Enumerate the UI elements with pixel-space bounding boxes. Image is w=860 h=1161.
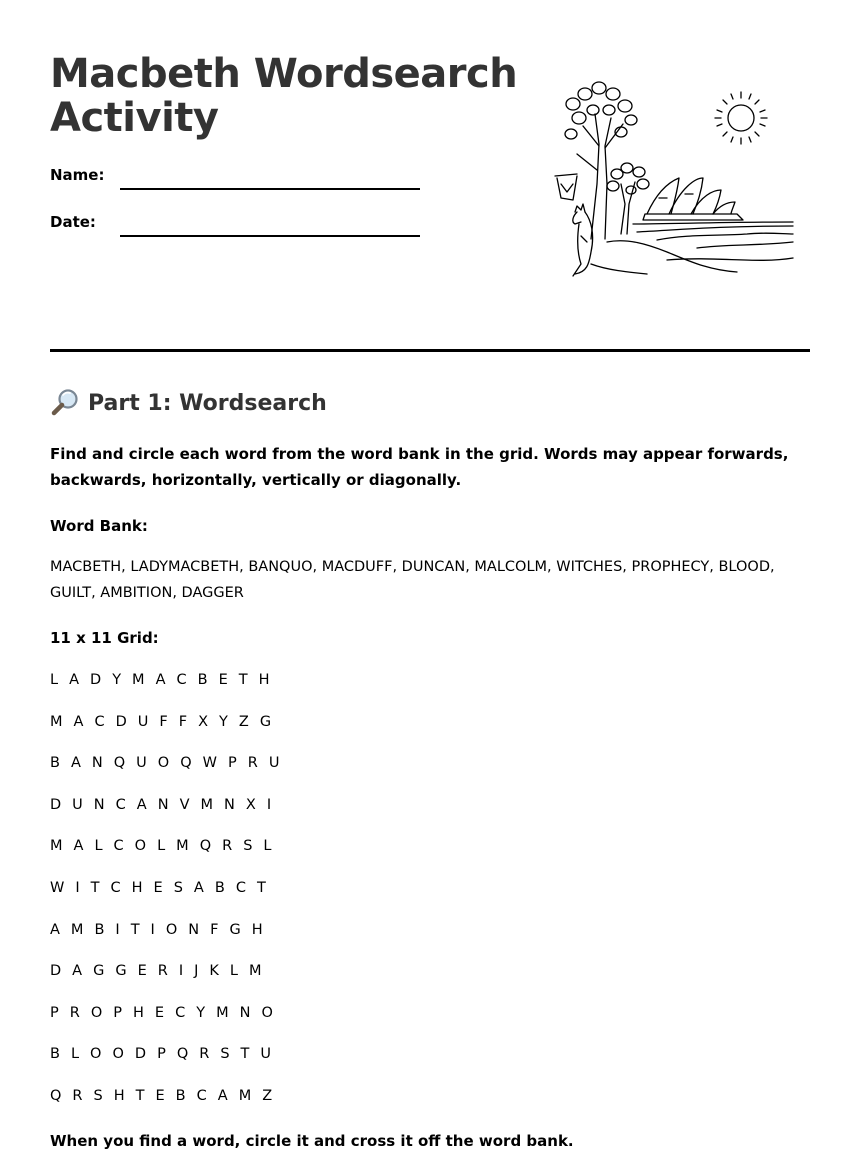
name-field-row	[50, 166, 120, 184]
grid-row-10: B L O O D P Q R S T U	[50, 1046, 275, 1063]
worksheet-header	[50, 0, 810, 352]
sun-icon	[715, 92, 767, 144]
worksheet-page	[50, 0, 810, 1150]
title-line-1: Macbeth Wordsearch	[50, 51, 518, 97]
name-line[interactable]	[120, 188, 420, 190]
grid-row-4: D U N C A N V M N X I	[50, 796, 275, 813]
grid-row-5: M A L C O L M Q R S L	[50, 838, 275, 855]
tree-icon	[565, 82, 637, 239]
section-heading-part-1	[50, 388, 327, 418]
instructions-text: Find and circle each word from the word bank in the grid. Words may appear forwards, backwards, horizontally, vertically or diagonally.	[50, 445, 789, 489]
word-bank-list: MACBETH, LADYMACBETH, BANQUO, MACDUFF, DUNCAN, MALCOLM, WITCHES, PROPHECY, BLOOD, GUILT, AMBITION, DAGGER	[50, 559, 775, 601]
date-line[interactable]	[120, 235, 420, 237]
opera-house-icon	[643, 178, 743, 220]
date-field-row	[50, 213, 120, 231]
grid-row-6: W I T C H E S A B C T	[50, 879, 270, 896]
page-title	[50, 52, 517, 140]
grid-row-2: M A C D U F F X Y Z G	[50, 713, 275, 730]
grid-row-11: Q R S H T E B C A M Z	[50, 1087, 276, 1104]
water-waves	[607, 222, 793, 272]
grid-row-9: P R O P H E C Y M N O	[50, 1004, 277, 1021]
footer-note: When you find a word, circle it and cross it off the word bank.	[50, 1132, 574, 1150]
section-heading-text: Part 1: Wordsearch	[88, 390, 327, 416]
landscape-illustration	[547, 74, 797, 284]
word-bank-label: Word Bank:	[50, 517, 148, 535]
grid-row-8: D A G G E R I J K L M	[50, 963, 265, 980]
kangaroo-icon	[573, 204, 647, 276]
grid-label: 11 x 11 Grid:	[50, 629, 159, 647]
date-label: Date:	[50, 213, 96, 231]
hanging-shirt-icon	[555, 174, 577, 200]
name-label: Name:	[50, 166, 105, 184]
grid-row-7: A M B I T I O N F G H	[50, 921, 266, 938]
magnifying-glass-icon	[50, 388, 80, 418]
title-line-2: Activity	[50, 95, 219, 141]
grid-row-3: B A N Q U O Q W P R U	[50, 755, 283, 772]
grid-row-1: L A D Y M A C B E T H	[50, 672, 273, 688]
header-divider	[50, 349, 810, 352]
wordsearch-grid	[50, 667, 283, 1125]
